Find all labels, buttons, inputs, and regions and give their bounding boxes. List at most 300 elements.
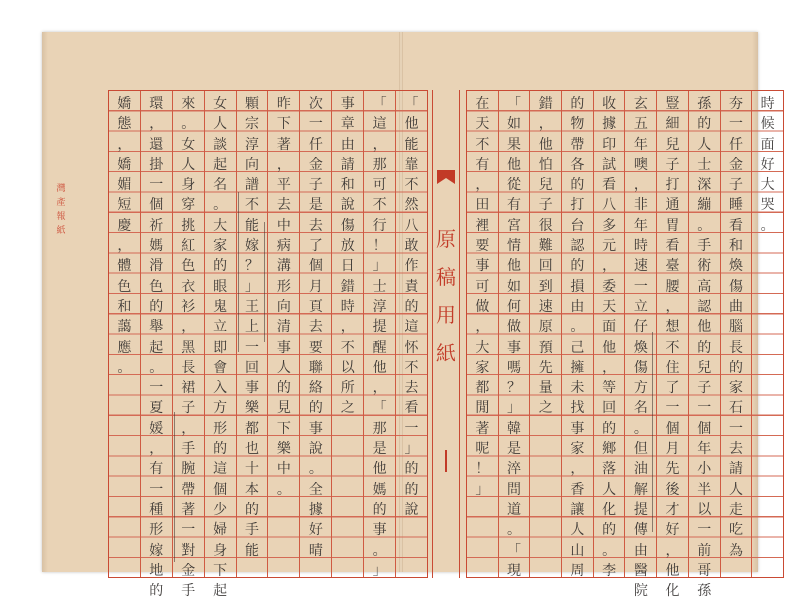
- manuscript-char: 紅: [181, 238, 196, 255]
- manuscript-char: 要: [475, 238, 490, 255]
- manuscript-char: 。: [213, 197, 228, 214]
- manuscript-char: 子: [181, 400, 196, 417]
- manuscript-char: 才: [665, 501, 680, 518]
- manuscript-char: 然: [404, 197, 419, 214]
- manuscript-column: [140, 91, 172, 600]
- manuscript-char: 責: [404, 278, 419, 295]
- manuscript-char: 面: [602, 319, 617, 336]
- manuscript-char: 睡: [728, 197, 743, 214]
- manuscript-char: 有: [507, 197, 522, 214]
- manuscript-char: 種: [149, 501, 164, 518]
- manuscript-char: 仟: [728, 136, 743, 153]
- manuscript-char: 現: [507, 562, 522, 579]
- pencil-mark: [174, 412, 175, 562]
- manuscript-char: 想: [665, 319, 680, 336]
- manuscript-char: 如: [507, 278, 522, 295]
- manuscript-char: 天: [475, 116, 490, 133]
- manuscript-char: 著: [181, 501, 196, 518]
- manuscript-char: 女: [181, 136, 196, 153]
- manuscript-char: 好: [308, 522, 323, 539]
- manuscript-char: 好: [665, 522, 680, 539]
- manuscript-char: 一: [633, 278, 648, 295]
- manuscript-column: [561, 91, 593, 577]
- manuscript-char: 都: [475, 380, 490, 397]
- manuscript-char: 個: [149, 197, 164, 214]
- manuscript-char: 下: [276, 420, 291, 437]
- manuscript-char: 人: [602, 481, 617, 498]
- manuscript-char: ，: [602, 258, 617, 275]
- manuscript-column: [363, 91, 395, 577]
- manuscript-char: 仔: [633, 319, 648, 336]
- manuscript-char: 媛: [149, 420, 164, 437]
- manuscript-char: 靠: [404, 156, 419, 173]
- manuscript-char: 嬌: [117, 96, 132, 112]
- manuscript-char: 事: [507, 339, 522, 356]
- manuscript-char: 能: [404, 136, 419, 153]
- manuscript-char: 向: [276, 298, 291, 315]
- manuscript-char: 的: [570, 177, 585, 194]
- manuscript-char: 嬌: [117, 156, 132, 173]
- manuscript-char: 向: [245, 156, 260, 173]
- manuscript-char: ，: [340, 319, 355, 336]
- manuscript-char: 樂: [276, 441, 291, 458]
- manuscript-char: 好: [760, 156, 775, 173]
- manuscript-char: 請: [728, 461, 743, 478]
- manuscript-char: 繃: [697, 197, 712, 214]
- manuscript-char: 起: [213, 156, 228, 173]
- manuscript-char: 速: [538, 298, 553, 315]
- manuscript-column: [331, 91, 363, 577]
- manuscript-char: 長: [181, 359, 196, 376]
- manuscript-char: 大: [760, 177, 775, 194]
- manuscript-char: 色: [149, 278, 164, 295]
- manuscript-char: 頁: [308, 298, 323, 315]
- manuscript-char: 石: [728, 400, 743, 417]
- manuscript-column: [236, 91, 268, 577]
- manuscript-column: [109, 91, 140, 577]
- manuscript-char: 舉: [149, 319, 164, 336]
- manuscript-char: ？: [245, 258, 260, 275]
- manuscript-char: 試: [602, 156, 617, 173]
- manuscript-char: 醫: [633, 562, 648, 579]
- manuscript-char: 去: [404, 380, 419, 397]
- manuscript-char: 去: [728, 441, 743, 458]
- manuscript-char: 回: [602, 400, 617, 417]
- manuscript-char: 十: [245, 461, 260, 478]
- manuscript-column: [751, 91, 783, 577]
- manuscript-char: 慶: [117, 217, 132, 234]
- manuscript-char: 兒: [665, 136, 680, 153]
- manuscript-char: 中: [276, 217, 291, 234]
- manuscript-char: 一: [308, 116, 323, 133]
- manuscript-char: 一: [149, 380, 164, 397]
- manuscript-char: 。: [149, 359, 164, 376]
- manuscript-column: [688, 91, 720, 600]
- manuscript-char: 掛: [149, 156, 164, 173]
- manuscript-char: 和: [728, 238, 743, 255]
- manuscript-char: 是: [372, 441, 387, 458]
- manuscript-char: 顆: [245, 96, 260, 112]
- manuscript-char: ，: [372, 136, 387, 153]
- manuscript-char: 一: [665, 400, 680, 417]
- manuscript-char: 月: [308, 278, 323, 295]
- manuscript-char: 起: [213, 583, 228, 600]
- manuscript-char: 宮: [507, 217, 522, 234]
- manuscript-column: [172, 91, 204, 600]
- manuscript-char: 事: [570, 420, 585, 437]
- manuscript-char: 何: [507, 298, 522, 315]
- manuscript-char: 「: [507, 96, 522, 112]
- manuscript-char: 油: [633, 461, 648, 478]
- manuscript-char: 道: [507, 501, 522, 518]
- manuscript-char: 他: [507, 156, 522, 173]
- sheet-edge-left: [42, 32, 48, 572]
- manuscript-char: 呢: [475, 441, 490, 458]
- manuscript-char: 他: [538, 136, 553, 153]
- manuscript-char: 色: [181, 258, 196, 275]
- manuscript-char: 人: [213, 116, 228, 133]
- manuscript-char: 下: [213, 562, 228, 579]
- manuscript-char: 小: [697, 461, 712, 478]
- manuscript-char: 和: [117, 298, 132, 315]
- manuscript-char: 人: [728, 481, 743, 498]
- manuscript-char: 噢: [633, 156, 648, 173]
- manuscript-char: 香: [570, 481, 585, 498]
- manuscript-char: 個: [665, 420, 680, 437]
- manuscript-char: 問: [507, 481, 522, 498]
- manuscript-column: [467, 91, 498, 577]
- manuscript-char: 的: [697, 116, 712, 133]
- manuscript-char: 一: [245, 339, 260, 356]
- manuscript-char: 難: [538, 238, 553, 255]
- manuscript-char: 李: [602, 562, 617, 579]
- manuscript-char: 大: [213, 217, 228, 234]
- manuscript-char: ，: [665, 542, 680, 559]
- manuscript-char: 夯: [728, 96, 743, 112]
- manuscript-char: 手: [181, 441, 196, 458]
- manuscript-char: 」: [372, 562, 387, 579]
- manuscript-char: 各: [570, 156, 585, 173]
- manuscript-char: ，: [633, 177, 648, 194]
- manuscript-char: 提: [372, 319, 387, 336]
- manuscript-char: 由: [570, 298, 585, 315]
- manuscript-char: 祈: [149, 217, 164, 234]
- manuscript-char: 等: [602, 380, 617, 397]
- manuscript-char: 錯: [538, 96, 553, 112]
- manuscript-char: 事: [340, 96, 355, 112]
- pencil-mark: [652, 332, 653, 532]
- manuscript-char: 田: [475, 197, 490, 214]
- manuscript-char: ，: [181, 319, 196, 336]
- manuscript-char: 形: [276, 278, 291, 295]
- manuscript-char: 他: [372, 359, 387, 376]
- manuscript-char: 形: [213, 420, 228, 437]
- manuscript-char: 深: [697, 177, 712, 194]
- manuscript-char: 的: [149, 298, 164, 315]
- manuscript-char: 宗: [245, 116, 260, 133]
- manuscript-char: 中: [276, 461, 291, 478]
- manuscript-char: 他: [602, 339, 617, 356]
- manuscript-char: 衣: [181, 278, 196, 295]
- manuscript-char: 說: [404, 501, 419, 518]
- manuscript-char: 樂: [245, 400, 260, 417]
- manuscript-char: 之: [340, 400, 355, 417]
- manuscript-char: 曲: [728, 298, 743, 315]
- manuscript-char: 溝: [276, 258, 291, 275]
- manuscript-char: 嗎: [507, 359, 522, 376]
- manuscript-char: 臺: [665, 258, 680, 275]
- center-band: [432, 90, 460, 578]
- manuscript-char: 為: [728, 542, 743, 559]
- pencil-mark: [238, 192, 239, 352]
- manuscript-char: 子: [665, 156, 680, 173]
- manuscript-char: 色: [117, 278, 132, 295]
- manuscript-char: 黑: [181, 339, 196, 356]
- manuscript-char: 金: [181, 562, 196, 579]
- manuscript-char: 請: [340, 156, 355, 173]
- manuscript-char: 看: [602, 177, 617, 194]
- manuscript-char: 。: [602, 542, 617, 559]
- manuscript-char: 天: [602, 298, 617, 315]
- manuscript-char: 「: [372, 96, 387, 112]
- manuscript-char: 他: [507, 258, 522, 275]
- manuscript-char: 的: [728, 359, 743, 376]
- manuscript-char: 士: [372, 278, 387, 295]
- manuscript-char: 一: [697, 400, 712, 417]
- manuscript-char: 那: [372, 420, 387, 437]
- manuscript-char: ，: [149, 441, 164, 458]
- manuscript-char: 。: [117, 359, 132, 376]
- manuscript-char: 著: [475, 420, 490, 437]
- manuscript-char: ！: [475, 461, 490, 478]
- manuscript-char: 他: [372, 461, 387, 478]
- manuscript-char: 一: [404, 420, 419, 437]
- manuscript-char: 子: [538, 197, 553, 214]
- manuscript-char: 名: [213, 177, 228, 194]
- manuscript-char: 煥: [728, 258, 743, 275]
- manuscript-char: 眼: [213, 278, 228, 295]
- manuscript-char: 很: [538, 217, 553, 234]
- manuscript-char: 細: [665, 116, 680, 133]
- manuscript-char: 這: [372, 116, 387, 133]
- manuscript-char: 己: [570, 339, 585, 356]
- manuscript-char: 高: [697, 278, 712, 295]
- manuscript-char: 怀: [404, 339, 419, 356]
- manuscript-char: 據: [602, 116, 617, 133]
- manuscript-char: 絡: [308, 380, 323, 397]
- manuscript-char: 對: [181, 542, 196, 559]
- manuscript-char: 著: [276, 136, 291, 153]
- manuscript-char: 淬: [507, 461, 522, 478]
- manuscript-char: 候: [760, 116, 775, 133]
- manuscript-char: 「: [372, 400, 387, 417]
- manuscript-char: 說: [340, 197, 355, 214]
- manuscript-char: 以: [697, 501, 712, 518]
- manuscript-char: 即: [213, 339, 228, 356]
- manuscript-char: 敢: [404, 238, 419, 255]
- manuscript-char: 晴: [308, 542, 323, 559]
- manuscript-char: 淳: [245, 136, 260, 153]
- side-stamp-char: 產: [56, 198, 66, 208]
- manuscript-char: 兒: [697, 359, 712, 376]
- manuscript-char: 胃: [665, 217, 680, 234]
- manuscript-char: 吃: [728, 522, 743, 539]
- manuscript-char: 個: [697, 420, 712, 437]
- manuscript-char: 韓: [507, 420, 522, 437]
- manuscript-char: 月: [665, 441, 680, 458]
- manuscript-char: 去: [308, 217, 323, 234]
- manuscript-char: 女: [213, 96, 228, 112]
- manuscript-char: ，: [475, 177, 490, 194]
- manuscript-char: 有: [475, 156, 490, 173]
- manuscript-char: 擁: [570, 359, 585, 376]
- manuscript-char: 收: [602, 96, 617, 112]
- manuscript-char: 後: [665, 481, 680, 498]
- manuscript-char: 一: [728, 420, 743, 437]
- manuscript-char: 傷: [633, 359, 648, 376]
- manuscript-char: 閒: [475, 400, 490, 417]
- manuscript-char: 了: [665, 380, 680, 397]
- title-char: 稿: [436, 265, 456, 289]
- manuscript-char: 哭: [760, 197, 775, 214]
- manuscript-char: 的: [570, 96, 585, 112]
- manuscript-char: 在: [475, 96, 490, 112]
- manuscript-char: 不: [340, 339, 355, 356]
- manuscript-char: 面: [760, 136, 775, 153]
- manuscript-char: 應: [117, 339, 132, 356]
- manuscript-char: 認: [570, 238, 585, 255]
- manuscript-char: 金: [728, 156, 743, 173]
- manuscript-char: 滑: [149, 258, 164, 275]
- manuscript-char: ，: [665, 298, 680, 315]
- manuscript-column: [656, 91, 688, 600]
- manuscript-char: 不: [404, 177, 419, 194]
- manuscript-char: 做: [507, 319, 522, 336]
- manuscript-char: 這: [404, 319, 419, 336]
- manuscript-char: 周: [570, 562, 585, 579]
- manuscript-char: 家: [213, 238, 228, 255]
- manuscript-char: 前: [697, 542, 712, 559]
- pencil-mark: [264, 222, 265, 342]
- manuscript-char: 化: [665, 583, 680, 600]
- manuscript-char: 人: [181, 156, 196, 173]
- manuscript-char: 媚: [117, 177, 132, 194]
- manuscript-char: 「: [507, 542, 522, 559]
- manuscript-char: 子: [308, 177, 323, 194]
- manuscript-char: 一: [149, 177, 164, 194]
- manuscript-char: 所: [340, 380, 355, 397]
- manuscript-char: 會: [213, 359, 228, 376]
- manuscript-char: 上: [245, 319, 260, 336]
- manuscript-char: 長: [728, 339, 743, 356]
- side-stamp: [54, 182, 68, 238]
- manuscript-char: 孫: [697, 96, 712, 112]
- manuscript-char: ，: [117, 238, 132, 255]
- manuscript-char: 山: [570, 542, 585, 559]
- manuscript-char: 走: [728, 501, 743, 518]
- manuscript-char: 手: [181, 583, 196, 600]
- manuscript-char: 個: [308, 258, 323, 275]
- manuscript-char: 王: [245, 298, 260, 315]
- manuscript-char: 去: [308, 319, 323, 336]
- manuscript-char: 個: [213, 481, 228, 498]
- manuscript-char: 本: [245, 481, 260, 498]
- manuscript-char: 身: [181, 177, 196, 194]
- manuscript-char: 看: [665, 238, 680, 255]
- manuscript-char: 鬼: [213, 298, 228, 315]
- manuscript-char: 院: [633, 583, 648, 600]
- manuscript-char: 短: [117, 197, 132, 214]
- manuscript-char: 回: [245, 359, 260, 376]
- manuscript-char: 速: [633, 258, 648, 275]
- manuscript-sheet: [42, 32, 775, 600]
- manuscript-char: 事: [372, 522, 387, 539]
- manuscript-char: 士: [697, 156, 712, 173]
- manuscript-char: 「: [404, 96, 419, 112]
- manuscript-char: 的: [245, 501, 260, 518]
- manuscript-char: 嫁: [245, 238, 260, 255]
- manuscript-char: 家: [475, 359, 490, 376]
- manuscript-char: ，: [475, 319, 490, 336]
- manuscript-char: 看: [404, 400, 419, 417]
- manuscript-char: ！: [372, 238, 387, 255]
- title-char: 用: [436, 303, 456, 327]
- manuscript-char: 家: [728, 380, 743, 397]
- manuscript-char: 不: [245, 197, 260, 214]
- center-rule: [445, 450, 447, 472]
- manuscript-char: 媽: [372, 481, 387, 498]
- manuscript-char: 先: [665, 461, 680, 478]
- manuscript-char: 五: [633, 116, 648, 133]
- title-char: 原: [436, 227, 456, 251]
- manuscript-char: 的: [404, 298, 419, 315]
- manuscript-char: 豎: [665, 96, 680, 112]
- manuscript-char: 嫁: [149, 542, 164, 559]
- manuscript-char: ，: [276, 156, 291, 173]
- manuscript-char: 」: [245, 278, 260, 295]
- manuscript-char: 次: [308, 96, 323, 112]
- manuscript-char: 」: [475, 481, 490, 498]
- manuscript-char: 八: [404, 217, 419, 234]
- manuscript-char: 。: [760, 217, 775, 234]
- manuscript-char: 是: [507, 441, 522, 458]
- manuscript-char: ，: [149, 116, 164, 133]
- manuscript-char: 。: [276, 481, 291, 498]
- manuscript-char: 玄: [633, 96, 648, 112]
- manuscript-char: 挑: [181, 217, 196, 234]
- manuscript-char: 的: [404, 461, 419, 478]
- manuscript-char: 」: [507, 400, 522, 417]
- side-stamp-char: 紙: [56, 226, 66, 236]
- manuscript-char: 。: [372, 542, 387, 559]
- manuscript-char: 八: [602, 197, 617, 214]
- manuscript-char: 通: [665, 197, 680, 214]
- manuscript-char: 如: [507, 116, 522, 133]
- manuscript-char: 鄉: [602, 441, 617, 458]
- manuscript-char: 病: [276, 238, 291, 255]
- manuscript-char: 從: [507, 177, 522, 194]
- manuscript-char: 事: [276, 339, 291, 356]
- manuscript-char: 孫: [697, 583, 712, 600]
- manuscript-char: 打: [665, 177, 680, 194]
- manuscript-column: [593, 91, 625, 577]
- manuscript-char: 穿: [181, 197, 196, 214]
- title-char: 紙: [436, 341, 456, 365]
- manuscript-char: 哥: [697, 562, 712, 579]
- manuscript-char: 地: [149, 562, 164, 579]
- manuscript-char: 放: [340, 238, 355, 255]
- manuscript-char: 帶: [570, 136, 585, 153]
